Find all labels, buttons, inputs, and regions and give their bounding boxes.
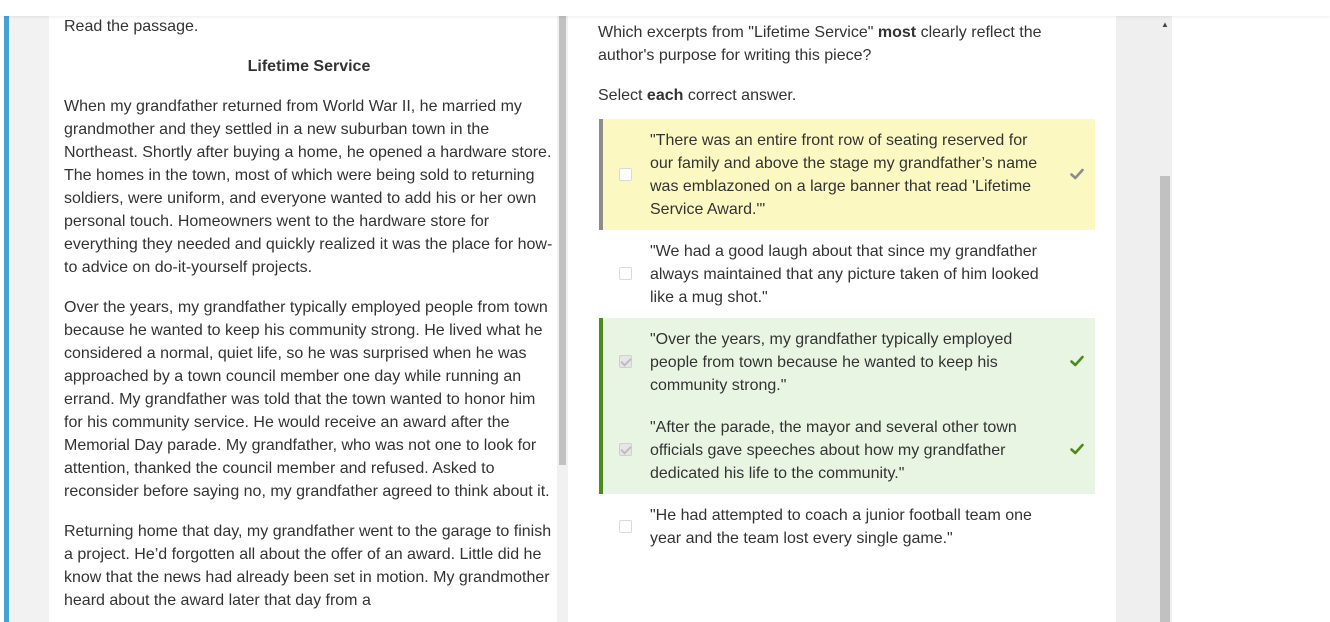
left-gutter — [9, 16, 49, 622]
passage-paragraph: When my grandfather returned from World War II, he married my grandmother and they settled in a new suburban town in the Northeast. Shortly after buying a home, he opened a hardware store. The homes in the town, most of which were being sold to returning soldiers, were uniform, and everyone wanted to add his or her own personal touch. Homeowners went to the hardware store for everything they needed and quickly realized it was the place for how-to advice on do-it-yourself projects. — [64, 98, 553, 276]
answer-choice[interactable] — [599, 230, 1095, 318]
gray-check-icon — [1069, 166, 1085, 182]
instruction-suffix: correct answer. — [683, 87, 797, 104]
passage-title: Lifetime Service — [247, 58, 371, 75]
choice-text: "After the parade, the mayor and several other town officials gave speeches about how my grandfather dedicated his life to the community." — [650, 419, 1017, 482]
question-instruction — [598, 84, 1098, 107]
answer-choice[interactable] — [599, 406, 1095, 494]
top-bar — [0, 0, 1330, 16]
passage-paragraph: Over the years, my grandfather typically employed people from town because he wanted to keep his community strong. He lived what he considered a normal, quiet life, so he was surprised when he was approached by a town council member one day while running an errand. My grandfather was told that the town wanted to honor him for his community service. He would receive an award after the Memorial Day parade. My grandfather, who was not one to look for attention, thanked the council member and refused. Asked to reconsider before saying no, my grandfather agreed to think about it. — [64, 299, 550, 500]
right-gutter — [1116, 16, 1158, 622]
passage-scrollbar[interactable] — [557, 16, 568, 622]
choice-text: "There was an entire front row of seating reserved for our family and above the stage my grandfather’s name was emblazoned on a large banner that read 'Lifetime Service Award.'" — [650, 132, 1038, 218]
choice-checkbox[interactable] — [619, 443, 632, 456]
green-check-icon — [1069, 353, 1085, 369]
choice-checkbox[interactable] — [619, 355, 632, 368]
question-suffix: clearly reflect the author's purpose for writing this piece? — [598, 24, 1042, 64]
green-check-icon — [1069, 441, 1085, 457]
choice-text: "We had a good laugh about that since my grandfather always maintained that any picture taken of him looked like a mug shot." — [650, 243, 1039, 306]
instruction-emphasis: each — [646, 87, 684, 104]
scroll-up-arrow-icon[interactable]: ▲ — [1161, 20, 1169, 29]
passage-content — [64, 16, 554, 622]
question-emphasis: most — [877, 24, 917, 41]
choice-text: "He had attempted to coach a junior football team one year and the team lost every single game." — [650, 507, 1032, 547]
choice-checkbox[interactable] — [619, 267, 632, 280]
passage-paragraph: Returning home that day, my grandfather went to the garage to finish a project. He’d forgotten all about the offer of an award. Little did he know that the news had already been set in motion. My grandmother heard about the award later that day from a — [64, 523, 552, 609]
question-pane — [568, 16, 1116, 622]
question-prompt — [598, 21, 1098, 67]
question-prefix: Which excerpts from "Lifetime Service" — [598, 24, 878, 41]
choice-checkbox[interactable] — [619, 520, 632, 533]
passage-scrollbar-thumb[interactable] — [559, 16, 566, 465]
choice-text: "Over the years, my grandfather typically employed people from town because he wanted to keep his community strong." — [650, 331, 1013, 394]
question-scrollbar-thumb[interactable] — [1160, 176, 1170, 622]
passage-intro: Read the passage. — [64, 18, 199, 35]
answer-choice[interactable] — [599, 318, 1095, 406]
passage-pane[interactable] — [49, 16, 557, 622]
answer-choice[interactable] — [599, 494, 1095, 559]
answer-choices — [599, 119, 1095, 559]
question-scrollbar[interactable] — [1158, 16, 1172, 622]
choice-checkbox[interactable] — [619, 168, 632, 181]
instruction-prefix: Select — [598, 87, 647, 104]
answer-choice[interactable] — [599, 119, 1095, 230]
